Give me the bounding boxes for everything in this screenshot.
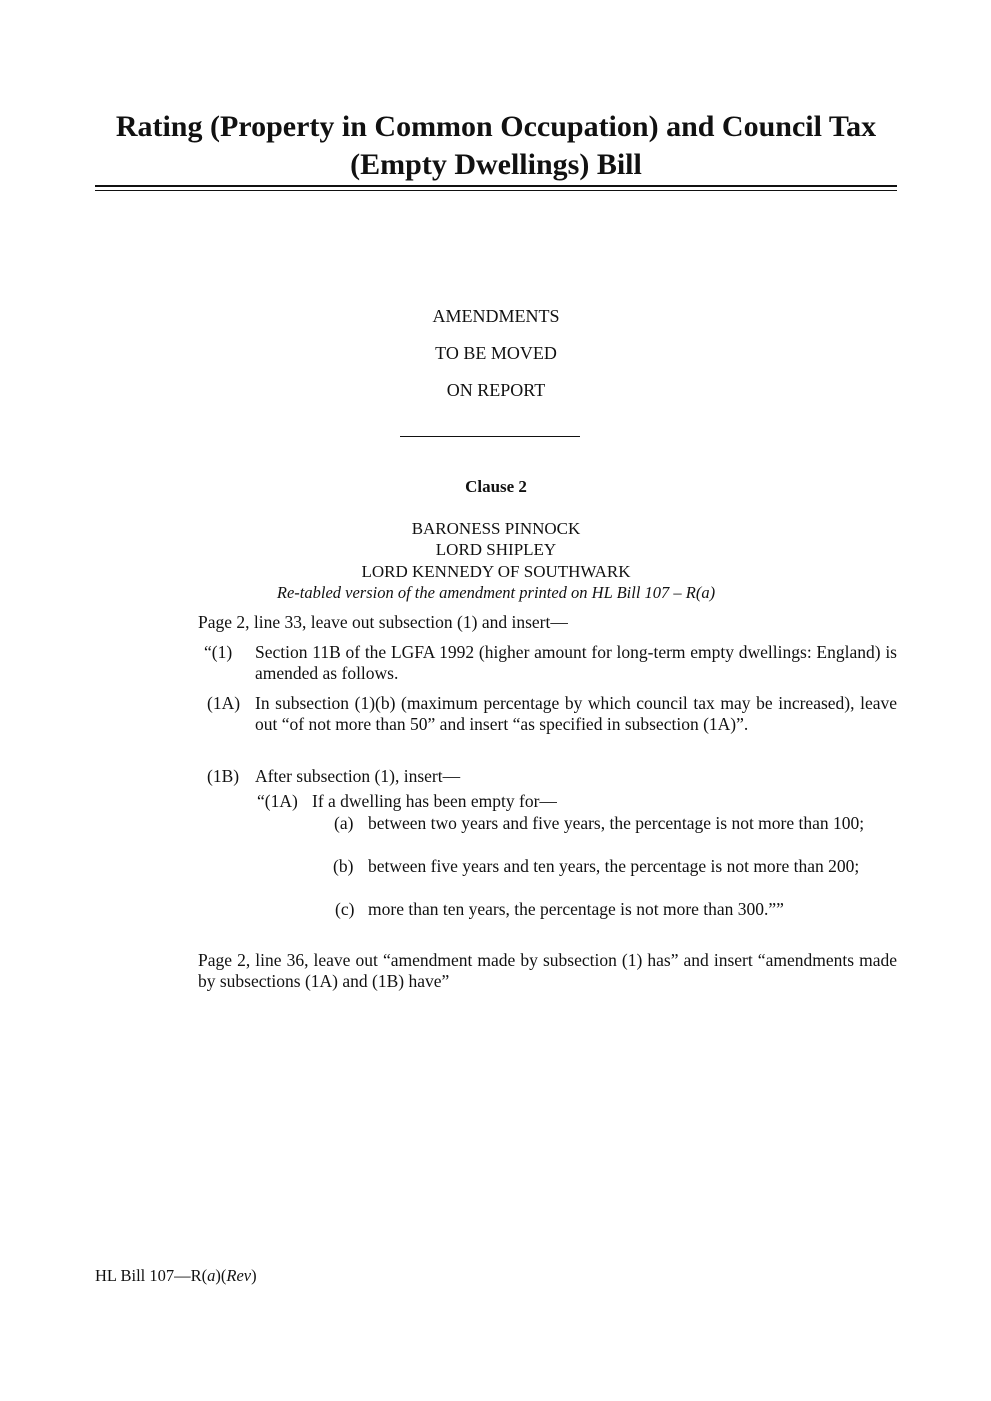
sub-text: After subsection (1), insert—	[255, 766, 461, 786]
mover: LORD SHIPLEY	[435, 540, 557, 559]
sub-label: (1B)	[207, 766, 240, 786]
amendment-2: Page 2, line 36, leave out “amendment made by subsection (1) has” and insert “amendments made by subsections (1A) and (1B) have”	[198, 950, 897, 991]
item-text: more than ten years, the percentage is not more than 300.””	[368, 899, 784, 919]
mover: BARONESS PINNOCK	[411, 519, 581, 538]
heading-line: ON REPORT	[446, 380, 546, 400]
retabled-note: Re-tabled version of the amendment printed on HL Bill 107 – R(a)	[276, 583, 716, 602]
footer-bill-reference	[95, 1265, 257, 1286]
item-label: (b)	[333, 856, 354, 876]
footer-text: a	[207, 1266, 216, 1285]
amendment-intro: Page 2, line 33, leave out subsection (1) and insert—	[198, 612, 568, 632]
title-rule-thin	[95, 190, 897, 191]
clause-heading: Clause 2	[465, 477, 527, 496]
bill-title: Rating (Property in Common Occupation) and Council Tax (Empty Dwellings) Bill	[115, 110, 877, 181]
item-text: between five years and ten years, the percentage is not more than 200;	[368, 856, 860, 876]
footer-text: HL Bill 107—R(	[95, 1266, 208, 1285]
footer-text: )(	[215, 1266, 227, 1285]
sub-text: In subsection (1)(b) (maximum percentage by which council tax may be increased), leave out “of not more than 50” and insert “as specified in subsection (1A)”.	[255, 693, 897, 734]
sub-text: Section 11B of the LGFA 1992 (higher amount for long-term empty dwellings: England) is amended as follows.	[255, 642, 897, 683]
sub-label: “(1)	[204, 642, 233, 662]
footer-text: )	[251, 1266, 257, 1285]
item-text: between two years and five years, the percentage is not more than 100;	[368, 813, 865, 833]
inner-text: If a dwelling has been empty for—	[312, 791, 557, 811]
item-label: (c)	[335, 899, 355, 919]
heading-line: TO BE MOVED	[435, 343, 557, 363]
footer-text: Rev	[226, 1266, 252, 1285]
divider	[400, 436, 580, 437]
title-rule	[95, 185, 897, 187]
item-label: (a)	[334, 813, 354, 833]
sub-label: (1A)	[207, 693, 241, 713]
mover: LORD KENNEDY OF SOUTHWARK	[361, 562, 631, 581]
heading-line: AMENDMENTS	[432, 306, 560, 326]
inner-label: “(1A)	[257, 791, 298, 811]
